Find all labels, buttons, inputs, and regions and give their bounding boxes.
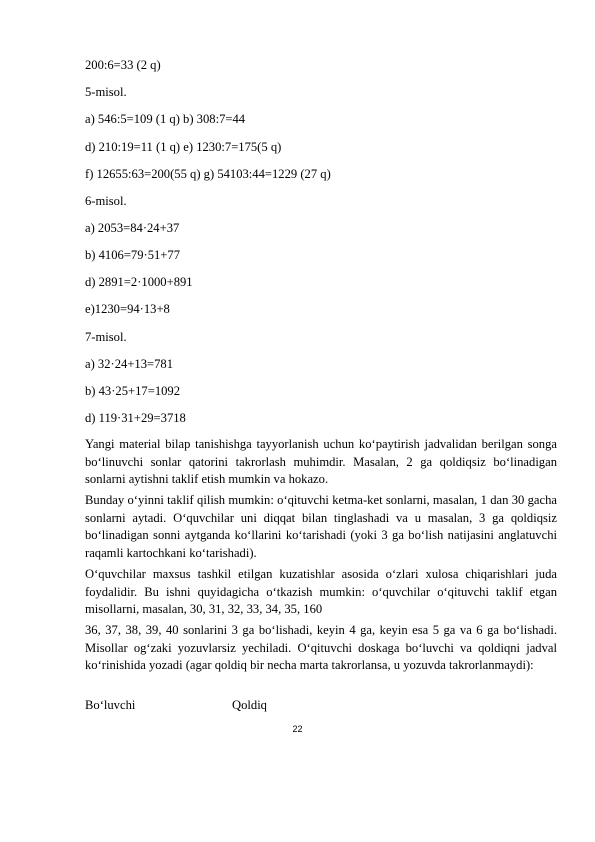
example-heading: 5-misol. <box>85 85 127 99</box>
text-line: a) 2053=84·24+37 <box>85 221 180 235</box>
text-line: a) 32·24+13=781 <box>85 357 174 371</box>
text-line: d) 210:19=11 (1 q) e) 1230:7=175(5 q) <box>85 140 282 154</box>
text-line: d) 2891=2·1000+891 <box>85 275 193 289</box>
text-line: 200:6=33 (2 q) <box>85 58 161 72</box>
page-number: 22 <box>292 724 303 734</box>
text-line: b) 4106=79·51+77 <box>85 248 181 262</box>
text-line: a) 546:5=109 (1 q) b) 308:7=44 <box>85 112 246 126</box>
body-paragraph: O‘quvchilar maxsus tashkil etilgan kuzatishlar asosida o‘zlari xulosa chiqarishlari juda foydalidir. Bu ishni quyidagicha o‘tkazish mumkin: o‘quvchilar o‘qituvchi taklif etgan misollarni, masalan, 30, 31, 32, 33, 34, 35, 160 <box>85 567 557 617</box>
table-header-remainder: Qoldiq <box>232 698 267 712</box>
example-heading: 6-misol. <box>85 194 127 208</box>
body-paragraph: Bunday o‘yinni taklif qilish mumkin: o‘qituvchi ketma-ket sonlarni, masalan, 1 dan 30 gacha sonlarni aytadi. O‘quvchilar uni diqqat bilan tinglashadi va u masalan, 3 ga qoldiqsiz bo‘linadigan sonni aytganda ko‘llarini ko‘tarishadi (yoki 3 ga bo‘lish natijasini anglatuvchi raqamli kartochkani ko‘tarishadi). <box>85 493 557 560</box>
body-paragraph: 36, 37, 38, 39, 40 sonlarini 3 ga bo‘lishadi, keyin 4 ga, keyin esa 5 ga va 6 ga bo‘lishadi. Misollar og‘zaki yozuvlarsiz yechiladi. O‘qituvchi doskaga bo‘luvchi va qoldiqni jadval ko‘rinishida yozadi (agar qoldiq bir necha marta takrorlansa, u yozuvda takrorlanmaydi): <box>85 623 557 673</box>
text-line: f) 12655:63=200(55 q) g) 54103:44=1229 (27 q) <box>85 167 331 181</box>
body-paragraph: Yangi material bilap tanishishga tayyorlanish uchun ko‘paytirish jadvalidan berilgan songa bo‘linuvchi sonlar qatorini takrorlash muhimdir. Masalan, 2 ga qoldiqsiz bo‘linadigan sonlarni aytishni taklif etish mumkin va hokazo. <box>85 437 557 487</box>
text-line: e)1230=94·13+8 <box>85 302 170 316</box>
table-header-divisor: Bo‘luvchi <box>85 698 136 712</box>
text-line: b) 43·25+17=1092 <box>85 384 181 398</box>
example-heading: 7-misol. <box>85 330 127 344</box>
text-line: d) 119·31+29=3718 <box>85 411 186 425</box>
